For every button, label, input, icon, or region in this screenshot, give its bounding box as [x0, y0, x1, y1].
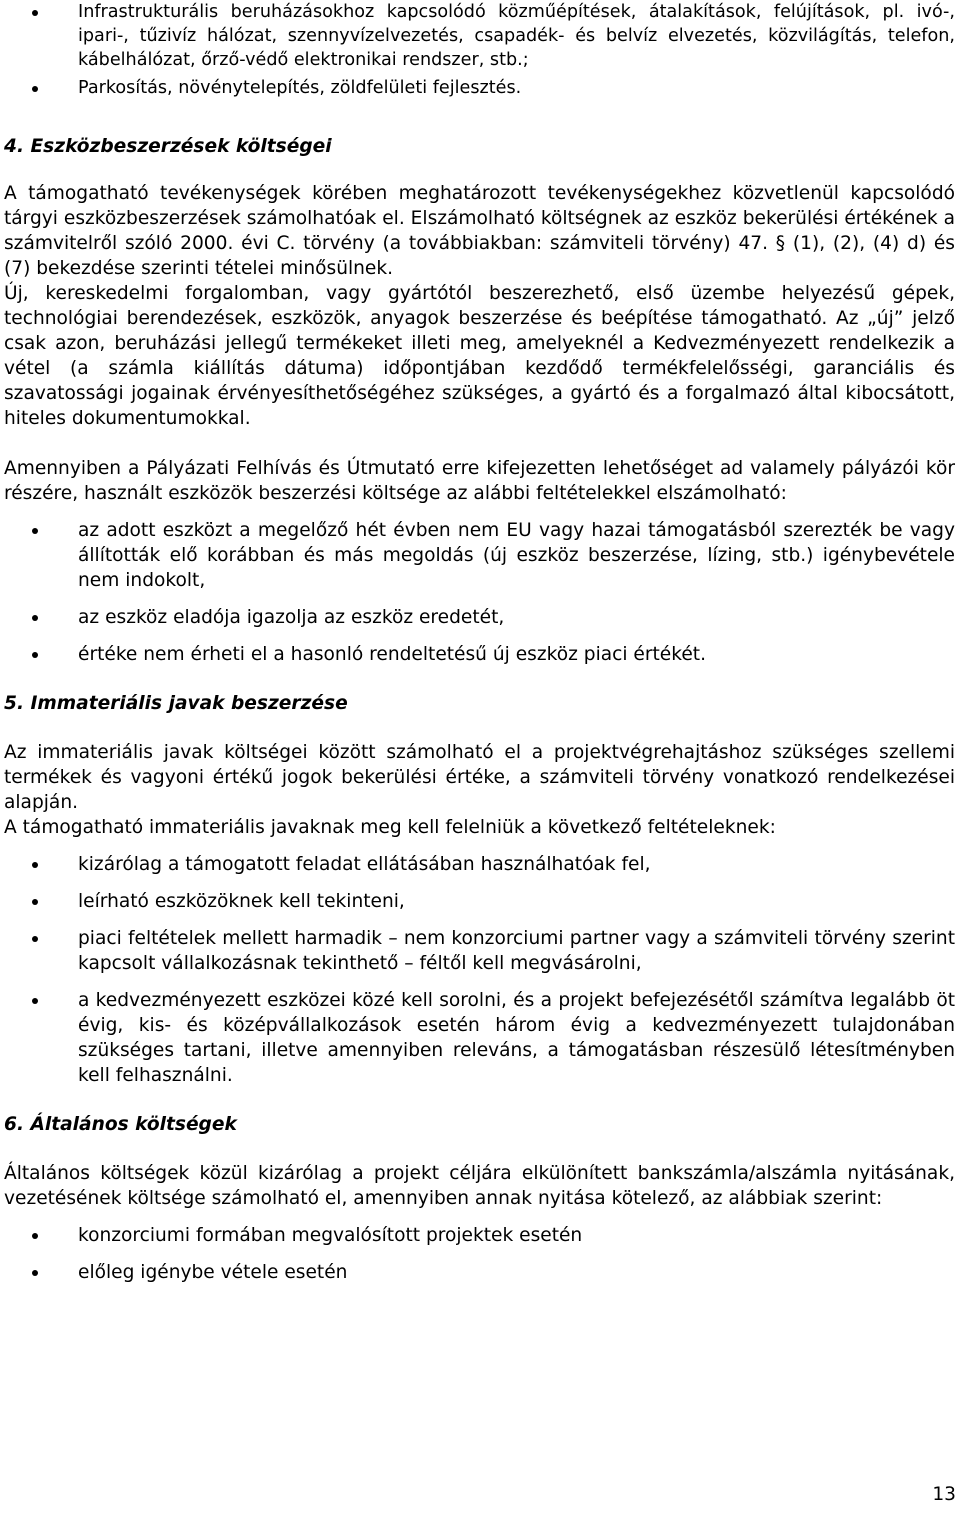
bullet-icon [32, 615, 38, 621]
bullet-icon [32, 528, 38, 534]
page-number: 13 [932, 1484, 956, 1505]
list-item-text: kizárólag a támogatott feladat ellátásában használhatóak fel, [78, 854, 651, 875]
bullet-icon [32, 862, 38, 868]
section-heading-4: 4. Eszközbeszerzések költségei [4, 136, 332, 157]
bullet-icon [32, 652, 38, 658]
list-item [4, 852, 955, 877]
list-item-text: Parkosítás, növénytelepítés, zöldfelületi fejlesztés. [78, 78, 522, 98]
top-bullet-list [4, 0, 955, 100]
list-item-text: értéke nem érheti el a hasonló rendeltetésű új eszköz piaci értékét. [78, 644, 706, 665]
bullet-icon [32, 10, 38, 16]
list-item [4, 642, 955, 667]
bullet-icon [32, 1233, 38, 1239]
paragraph: A támogatható immateriális javaknak meg kell felelniük a következő feltételeknek: [4, 817, 776, 838]
list-item-text: az eszköz eladója igazolja az eszköz eredetét, [78, 607, 505, 628]
bullet-list [4, 852, 955, 1088]
list-item [4, 889, 955, 914]
paragraph: Általános költségek közül kizárólag a projekt céljára elkülönített bankszámla/alszámla nyitásának, vezetésének költsége számolható el, amennyiben annak nyitása kötelező, az alábbiak szerint: [4, 1163, 955, 1209]
bullet-icon [32, 1270, 38, 1276]
list-item [4, 605, 955, 630]
list-item [4, 988, 955, 1088]
section-heading-6: 6. Általános költségek [4, 1114, 237, 1135]
list-item [4, 0, 955, 72]
list-item [4, 1260, 955, 1285]
list-item [4, 926, 955, 976]
list-item-text: az adott eszközt a megelőző hét évben nem EU vagy hazai támogatásból szerezték be vagy állították elő korábban és más megoldás (új eszköz beszerzése, lízing, stb.) igénybevétele nem indokolt, [78, 520, 955, 591]
section-heading-5: 5. Immateriális javak beszerzése [4, 693, 348, 714]
list-item [4, 518, 955, 593]
list-item [4, 1223, 955, 1248]
paragraph: Amennyiben a Pályázati Felhívás és Útmutató erre kifejezetten lehetőséget ad valamely pályázói kör részére, használt eszközök beszerzési költsége az alábbi feltételekkel elszámolható: [4, 458, 955, 504]
paragraph: Az immateriális javak költségei között számolható el a projektvégrehajtáshoz szükséges szellemi termékek és vagyoni értékű jogok bekerülési értéke, a számviteli törvény vonatkozó rendelkezései alapján. [4, 742, 955, 813]
list-item-text: piaci feltételek mellett harmadik – nem konzorciumi partner vagy a számviteli törvény szerint kapcsolt vállalkozásnak tekinthető – féltől kell megvásárolni, [78, 928, 955, 974]
list-item-text: leírható eszközöknek kell tekinteni, [78, 891, 405, 912]
bullet-icon [32, 899, 38, 905]
list-item-text: előleg igénybe vétele esetén [78, 1262, 348, 1283]
bullet-icon [32, 998, 38, 1004]
document-page [4, 0, 955, 1285]
bullet-list [4, 518, 955, 667]
list-item-text: a kedvezményezett eszközei közé kell sorolni, és a projekt befejezésétől számítva legalább öt évig, kis- és középvállalkozások esetén három évig a kedvezményezett tulajdonában szükséges tartani, illetve amennyiben releváns, a támogatásban részesülő létesítményben kell felhasználni. [78, 990, 955, 1086]
bullet-list [4, 1223, 955, 1285]
bullet-icon [32, 936, 38, 942]
list-item-text: Infrastrukturális beruházásokhoz kapcsolódó közműépítések, átalakítások, felújítások, pl. ivó-, ipari-, tűzivíz hálózat, szennyvízelvezetés, csapadék- és belvíz elvezetés, közvilágítás, telefon, kábelhálózat, őrző-védő elektronikai rendszer, stb.; [78, 2, 955, 70]
list-item-text: konzorciumi formában megvalósított projektek esetén [78, 1225, 583, 1246]
paragraph: Új, kereskedelmi forgalomban, vagy gyártótól beszerezhető, első üzembe helyezésű gépek, technológiai berendezések, eszközök, anyagok beszerzése és beépítése támogatható. Az „új” jelző csak azon, beruházási jellegű termékeket illeti meg, amelyeknél a Kedvezményezett rendelkezik a vétel (a számla kiállítás dátuma) időpontjában kezdődő termékfelelősségi, garanciális és szavatossági jogainak érvényesíthetőségéhez szükséges, a gyártó és a forgalmazó által kibocsátott, hiteles dokumentumokkal. [4, 283, 955, 429]
list-item [4, 76, 955, 100]
paragraph: A támogatható tevékenységek körében meghatározott tevékenységekhez közvetlenül kapcsolódó tárgyi eszközbeszerzések számolhatóak el. Elszámolható költségnek az eszköz bekerülési értékének a számvitelről szóló 2000. évi C. törvény (a továbbiakban: számviteli törvény) 47. § (1), (2), (4) d) és (7) bekezdése szerinti tételei minősülnek. [4, 183, 955, 279]
bullet-icon [32, 86, 38, 92]
